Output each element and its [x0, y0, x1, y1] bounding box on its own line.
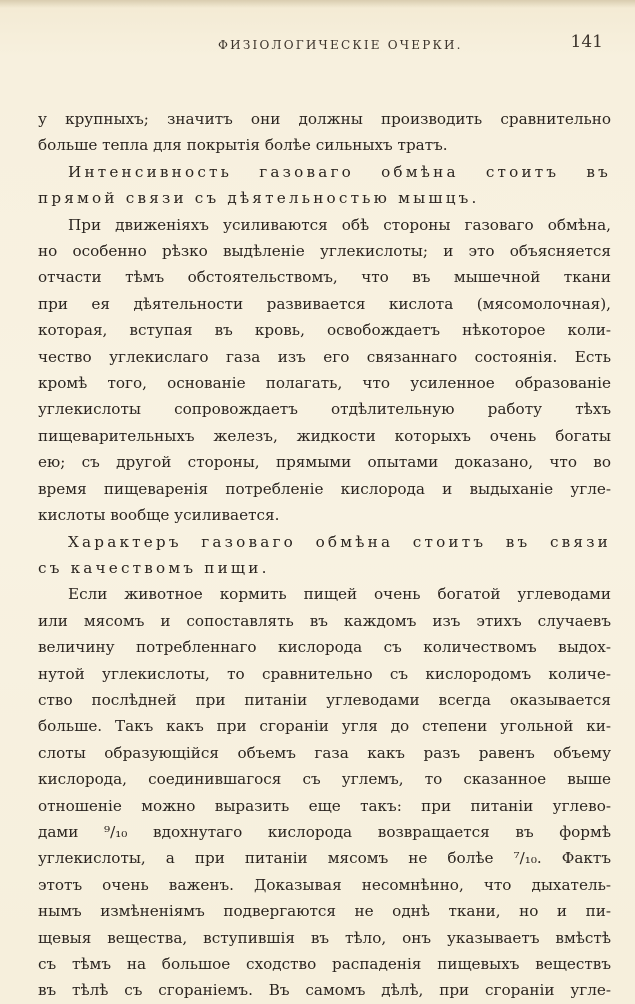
section-heading-line: прямой связи съ дѣятельностью мышцъ.: [38, 189, 480, 208]
page-number: 141: [570, 32, 603, 52]
text-line: кислорода, соединившагося съ углемъ, то сказанное выше: [38, 770, 611, 789]
text-line: кромѣ того, основаніе полагать, что усиленное образованіе: [38, 374, 611, 393]
text-line: углекислоты, а при питаніи мясомъ не болѣе ⁷/₁₀. Фактъ: [38, 849, 611, 868]
text-line: которая, вступая въ кровь, освобождаетъ нѣкоторое коли-: [38, 321, 611, 340]
text-line: или мясомъ и сопоставлять въ каждомъ изъ этихъ случаевъ: [38, 611, 611, 630]
text-line: слоты образующійся объемъ газа какъ разъ равенъ объему: [38, 743, 611, 762]
text-line: углекислоты сопровождаетъ отдѣлительную работу тѣхъ: [38, 400, 611, 419]
text-line: дами ⁹/₁₀ вдохнутаго кислорода возвращается въ формѣ: [38, 822, 611, 841]
text-line: у крупныхъ; значитъ они должны производить сравнительно: [38, 110, 611, 128]
text-line: больше. Такъ какъ при сгораніи угля до степени угольной ки-: [38, 717, 611, 736]
running-head: [38, 32, 611, 60]
text-line: нымъ измѣненіямъ подвергаются не однѣ ткани, но и пи-: [38, 902, 611, 921]
body-text: [38, 106, 611, 1004]
text-line: пищеварительныхъ железъ, жидкости которыхъ очень богаты: [38, 426, 611, 445]
text-line: кислоты вообще усиливается.: [38, 506, 280, 525]
text-line: больше тепла для покрытія болѣе сильныхъ тратъ.: [38, 136, 448, 155]
text-line: при ея дѣятельности развивается кислота (мясомолочная),: [38, 294, 611, 313]
text-line: время пищеваренія потребленіе кислорода и выдыханіе угле-: [38, 479, 611, 498]
text-line: щевыя вещества, вступившія въ тѣло, онъ указываетъ вмѣстѣ: [38, 928, 611, 947]
running-title: ФИЗІОЛОГИЧЕСКІЕ ОЧЕРКИ.: [218, 38, 463, 52]
text-line: При движеніяхъ усиливаются обѣ стороны газоваго обмѣна,: [68, 215, 611, 234]
text-line: отчасти тѣмъ обстоятельствомъ, что въ мышечной ткани: [38, 268, 611, 287]
text-line: отношеніе можно выразить еще такъ: при питаніи углево-: [38, 796, 611, 815]
text-line: ство послѣдней при питаніи углеводами всегда оказывается: [38, 690, 611, 709]
text-line: съ тѣмъ на большое сходство распаденія пищевыхъ веществъ: [38, 955, 611, 973]
text-line: ею; съ другой стороны, прямыми опытами доказано, что во: [38, 453, 611, 472]
text-line: этотъ очень важенъ. Доказывая несомнѣнно, что дыхатель-: [38, 875, 611, 894]
text-line: но особенно рѣзко выдѣленіе углекислоты; и это объясняется: [38, 242, 611, 261]
section-heading-line: съ качествомъ пищи.: [38, 558, 270, 577]
page-top-shadow: [0, 0, 635, 8]
text-line: величину потребленнаго кислорода съ количествомъ выдох-: [38, 638, 611, 657]
text-line: чество углекислаго газа изъ его связаннаго состоянія. Есть: [38, 347, 611, 366]
section-heading-line: Интенсивность газоваго обмѣна стоитъ въ: [68, 162, 611, 181]
text-line: въ тѣлѣ съ сгораніемъ. Въ самомъ дѣлѣ, при сгораніи угле-: [38, 981, 611, 1000]
text-line: нутой углекислоты, то сравнительно съ кислородомъ количе-: [38, 664, 611, 683]
text-line: Если животное кормить пищей очень богатой углеводами: [68, 585, 611, 604]
section-heading-line: Характеръ газоваго обмѣна стоитъ въ связи: [68, 532, 611, 551]
